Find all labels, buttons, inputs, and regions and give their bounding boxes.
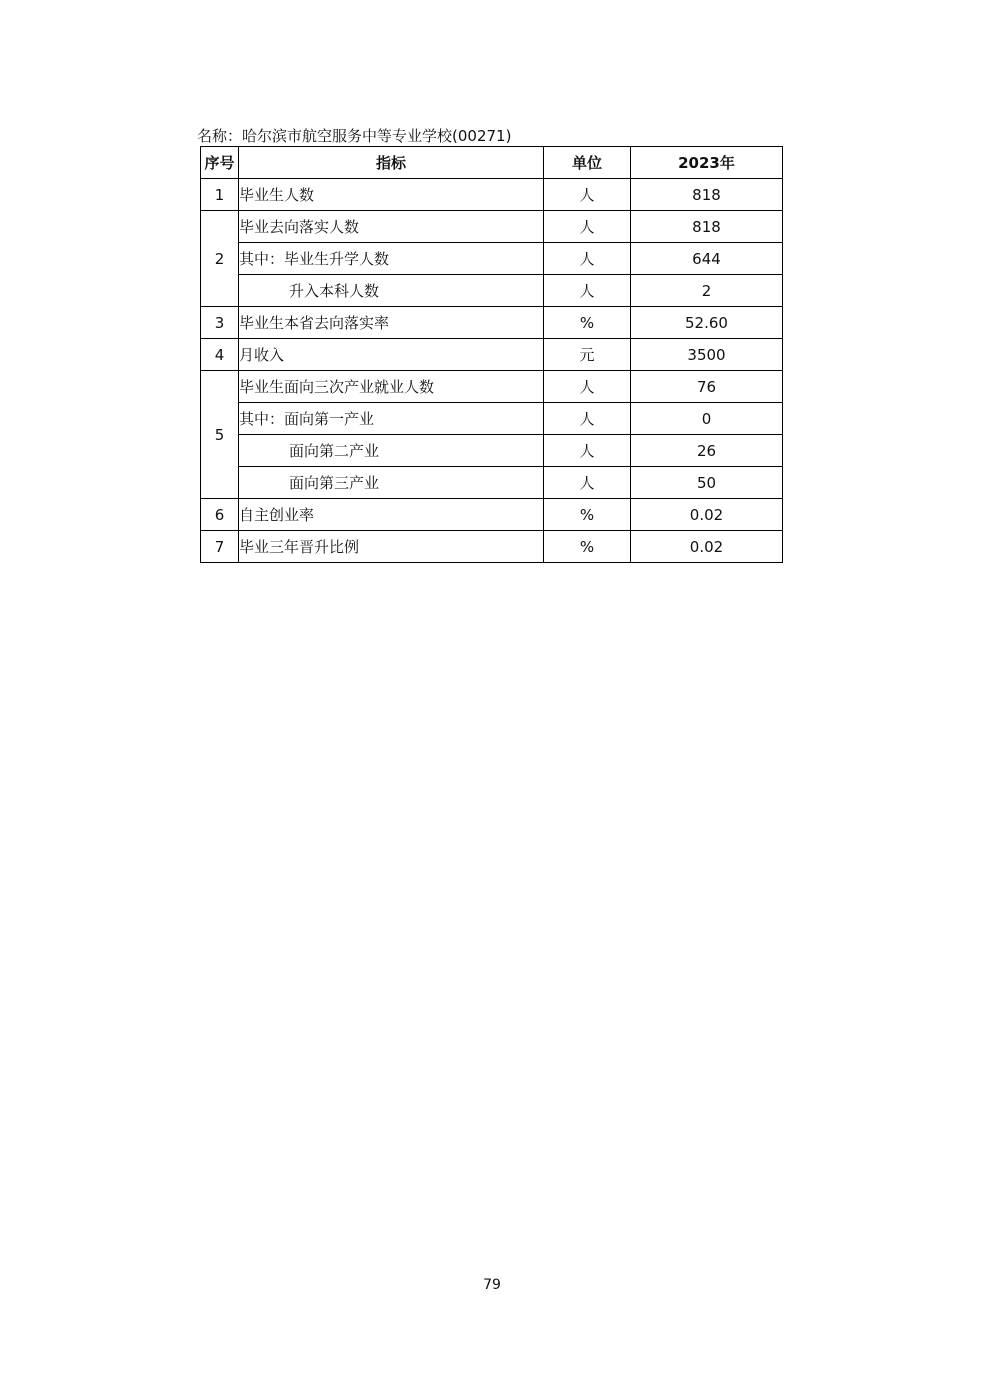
table-row bbox=[201, 435, 783, 467]
header-year: 2023年 bbox=[631, 147, 783, 179]
row-seq: 1 bbox=[201, 179, 239, 211]
row-unit: % bbox=[544, 499, 631, 531]
row-unit: 人 bbox=[544, 179, 631, 211]
table-row bbox=[201, 339, 783, 371]
row-value: 52.60 bbox=[631, 307, 783, 339]
row-indicator: 面向第三产业 bbox=[239, 467, 544, 499]
row-unit: % bbox=[544, 531, 631, 563]
page-number: 79 bbox=[483, 1277, 501, 1293]
row-value: 0 bbox=[631, 403, 783, 435]
row-indicator: 其中：毕业生升学人数 bbox=[239, 243, 544, 275]
header-unit: 单位 bbox=[544, 147, 631, 179]
row-unit: 元 bbox=[544, 339, 631, 371]
row-seq: 7 bbox=[201, 531, 239, 563]
row-unit: 人 bbox=[544, 243, 631, 275]
row-unit: % bbox=[544, 307, 631, 339]
row-unit: 人 bbox=[544, 275, 631, 307]
row-indicator: 毕业生本省去向落实率 bbox=[239, 307, 544, 339]
row-seq: 2 bbox=[201, 211, 239, 307]
row-indicator: 自主创业率 bbox=[239, 499, 544, 531]
row-seq: 3 bbox=[201, 307, 239, 339]
row-value: 76 bbox=[631, 371, 783, 403]
row-indicator: 升入本科人数 bbox=[239, 275, 544, 307]
table-row bbox=[201, 243, 783, 275]
row-unit: 人 bbox=[544, 467, 631, 499]
row-indicator: 面向第二产业 bbox=[239, 435, 544, 467]
indicators-table bbox=[200, 146, 783, 563]
row-unit: 人 bbox=[544, 211, 631, 243]
table-row bbox=[201, 371, 783, 403]
row-value: 644 bbox=[631, 243, 783, 275]
row-unit: 人 bbox=[544, 403, 631, 435]
row-unit: 人 bbox=[544, 371, 631, 403]
header-indicator: 指标 bbox=[239, 147, 544, 179]
row-indicator: 毕业生面向三次产业就业人数 bbox=[239, 371, 544, 403]
row-seq: 4 bbox=[201, 339, 239, 371]
row-seq: 6 bbox=[201, 499, 239, 531]
row-value: 0.02 bbox=[631, 531, 783, 563]
row-value: 818 bbox=[631, 179, 783, 211]
table-row bbox=[201, 307, 783, 339]
row-value: 2 bbox=[631, 275, 783, 307]
row-value: 818 bbox=[631, 211, 783, 243]
row-value: 0.02 bbox=[631, 499, 783, 531]
school-name-line: 名称：哈尔滨市航空服务中等专业学校(00271) bbox=[197, 127, 512, 145]
table-row bbox=[201, 275, 783, 307]
table-row bbox=[201, 179, 783, 211]
row-indicator: 毕业生人数 bbox=[239, 179, 544, 211]
row-indicator: 毕业三年晋升比例 bbox=[239, 531, 544, 563]
table-row bbox=[201, 403, 783, 435]
row-value: 50 bbox=[631, 467, 783, 499]
row-value: 26 bbox=[631, 435, 783, 467]
table-header-row bbox=[201, 147, 783, 179]
row-indicator: 毕业去向落实人数 bbox=[239, 211, 544, 243]
header-seq: 序号 bbox=[201, 147, 239, 179]
row-seq: 5 bbox=[201, 371, 239, 499]
row-indicator: 月收入 bbox=[239, 339, 544, 371]
row-indicator: 其中：面向第一产业 bbox=[239, 403, 544, 435]
table-row bbox=[201, 531, 783, 563]
table-row bbox=[201, 499, 783, 531]
table-row bbox=[201, 467, 783, 499]
row-value: 3500 bbox=[631, 339, 783, 371]
row-unit: 人 bbox=[544, 435, 631, 467]
table-row bbox=[201, 211, 783, 243]
